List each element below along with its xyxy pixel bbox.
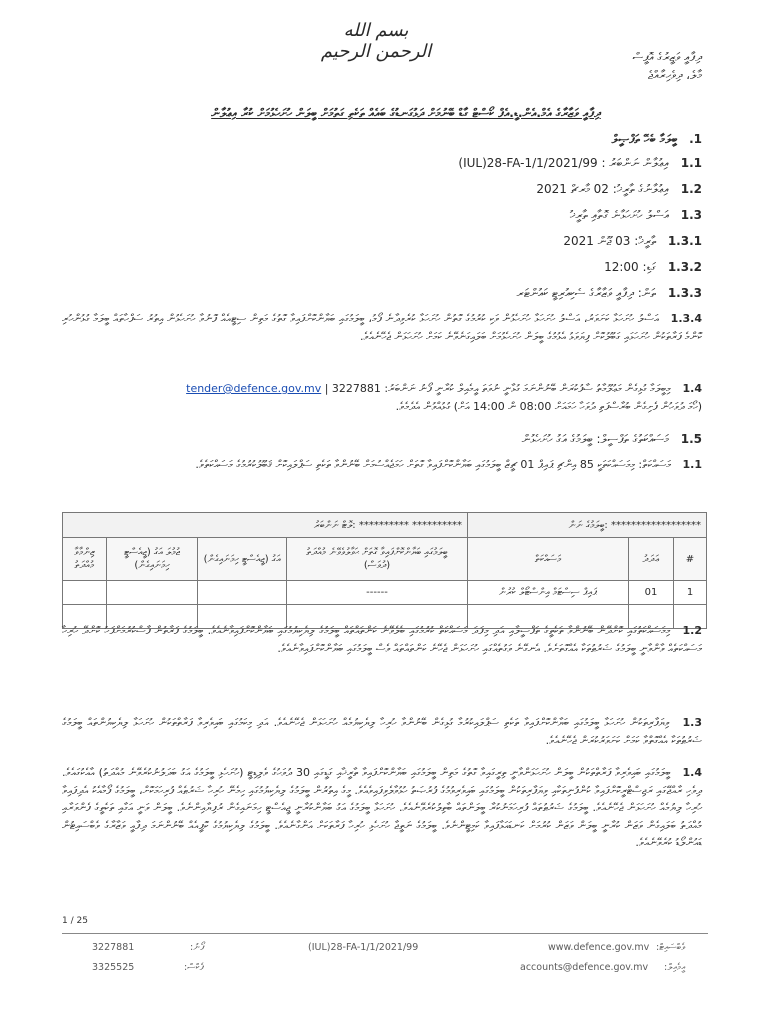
lot-number-placeholder: ********** ********** :ލޮޓް ނަންބަރު: [63, 513, 468, 538]
footer-website-label: ވެބްސައިޓް:: [656, 942, 686, 953]
column-header: އަގު (ޖީއެސްޓީ ހިމަނައިގެން): [198, 538, 287, 581]
bismillah-calligraphy: بسم الله الرحمن الرحيم: [320, 20, 432, 62]
document-title: ދިފާއީ ވަޒާރާގެ އެމް.އެން.ޑީ.އެފް ކޯސްޓް ގާޑް ބޭނުމަށް ދަޅުގަނޑުގެ ބައެއް ތަކެތި ގަތުމަށް ބީލަން ހުށަހެޅުމަށް ކުރާ އިޢުލާން: [211, 106, 601, 120]
section-1-3: 1.3 އަސްލު ހުށަހަޅާނެ ގޮތާއި ތާރީޚު: [569, 208, 702, 222]
announcement-number: (IUL)28-FA-1/1/2021/99: [458, 156, 598, 170]
org-name: ދިފާއީ ވަޒީރުގެ އޮފީސް: [632, 50, 702, 64]
footer-fax-label: ފެކްސް:: [184, 962, 204, 973]
tender-email-link[interactable]: tender@defence.gov.mv: [186, 382, 322, 395]
paragraph-1-2-after: 1.2 މިމަސައްކަތުގައި ކޮށްދޭން ބޭނުންވާ ތަކެތީގެ ތަފްސީލާއި އަދި މިފަދަ މަސައްކަތް ކުރުމުގައި ބެލެވޭނެ ކަންތައްތައް ބީލަމުގެ ލިޔެކިޔުމުގައި ބަޔާންކޮށްފައިވާނެއެވެ. ބީލަމުގެ ފަރާތުން ފާސްކުރުމަށްފަހު ކޮށްދޭ ހުރިހާ މަސައްކަތެއް ވާންވާނީ ބީލަމުގެ ޝަރުޠުތަކާ އެއްގޮތަށެވެ. އެނގޭނެ ވަގުތެއްގައި ހުށަހަޅަން ޖެހޭނެ ކަންތައްތައް ވެސް ބީލަމުގައި ބަޔާންކޮށްފައިވާނެއެވެ.: [62, 624, 702, 655]
paragraph-1-4-contact: 1.4 މިބީލަމާ ގުޅިގެން މަޢުލޫމާތު ސާފުކުރަން ބޭނުންނަމަ ގުޅާނީ ނުވަތަ އީމެއިލް ކުރާނީ ފޯނު ނަންބަރު: 3227881 | tender@defence.gov.mv (ހޯމަ ދުވަހުން ފެށިގެން ބުރާސްފަތި ދުވަހާ ހަމައަށް 08:00 ން 14:00 އަށް) ގުޅުއްވުން އެދެމެވެ.: [186, 382, 702, 413]
price-input-cell: [198, 581, 287, 605]
column-header: ޖުމުލަ އަގު (ޖީއެސްޓީ ހިމަނައިގެން): [107, 538, 198, 581]
footer-phone-label: ފޯނު:: [190, 942, 205, 953]
organization-header: [633, 48, 702, 84]
warranty-cell: [63, 581, 107, 605]
table-row: 1 01 ޕައިޕް ސިސްޓަމް އިންސްޓޯލް ކުރުން ------: [63, 581, 707, 605]
section-1-1: 1.1 އިޢުލާން ނަންބަރު : (IUL)28-FA-1/1/2021/99: [458, 156, 702, 170]
column-header: ޒިންމާވާ މުއްދަތު: [63, 538, 107, 581]
footer-phone: 3227881: [92, 942, 135, 953]
footer-reference: (IUL)28-FA-1/1/2021/99: [308, 942, 419, 953]
section-1-2: 1.2 އިޢުލާނުގެ ތާރީޚު: 02 މާރޗް 2021: [536, 182, 702, 196]
paragraph-1-4-after: 1.4 ބީލަމުގައި ބައިވެރިވާ ފަރާތްތަކުން ބީލަން ހުށަހަޅަންވާނީ ތިރީގައިވާ ގޮތުގެ މަތިން ބީލަމުގައި ބަޔާންކޮށްފައިވާ ތާރީޚާއި ގަޑީގައި 30 ދުވަހުގެ ވެލިޑިޓީ (ހުށަހެޅި ބީލަމުގެ އަގު ބަދަލުނުކުރެވޭނެ މުއްދަތު) އާއެކުގައެވެ. ދިވެހި ރާއްޖޭގައި ރަޖިސްޓްރީކޮށްފައިވާ ކުންފުނިތަކާއި ވިޔަފާރިތަކުން ބީލަމުގައި ބައިވެރިވުމުގެ ފުރުޞަތު ހުޅުވާލެވިފައިވެއެވެ. މީގެ އިތުރުން ބީލަމުގެ ލިޔެކިޔުމުގައި ހިމެނޭ ހުރިހާ ޝަރުޠެއް ފުރިހަމަކޮށް، ބީލަމުގެ ފޯމާއެކު އެދިފައިވާ ހުރިހާ ލިޔުމެއް ހުށަހަޅަން ޖެހޭނެއެވެ. ބީލަމުގެ ޝަރުޠުތައް ފުރިހަމަނުކުރާ ބީލަންތައް ބާތިލުކުރެވޭނެއެވެ. ހުށަހަޅާ ބީލަމުގެ އަގު ބަޔާންކުރާނީ ޖީއެސްޓީ ހިމަނައިގެން ރުފިޔާއިންނެވެ. ބީލަން ވަނީ އަގާއި ތަކެތީގެ ފެންވަރާއި މުއްދަތު ބަލައިގެން ވަޒަން ކުރާނީ ބީލަން ވަޒަން ކުރުމަށް ކަނޑައަޅާފައިވާ ކަމިޓީންނެވެ. ބީލަމުގެ ނަތީޖާ ހުށަހެޅި ހުރިހާ ފަރާތަކަށް އަންގާނެއެވެ. ބީލަމުގެ ލިޔެކިޔުމުގެ ކޮޕީއެއް ބޭނުންނަމަ ދިފާއީ ވަޒާރާގެ ވެބްސައިޓުން ޑައުންލޯޑު ކުރެވޭނެއެވެ.: [62, 766, 702, 849]
section-1-3-2: 1.3.2 ގަޑި: 12:00: [604, 260, 702, 274]
footer-email[interactable]: accounts@defence.gov.mv: [520, 962, 649, 973]
paragraph-1-3-after: 1.3 ވިޔަފާރިތަކުން ހުށަހަޅާ ބީލަމުގައި ބަޔާންކޮށްފައިވާ ތަކެތި ސަޕްލައިކުރުމާ ގުޅިގެން ބޭނުންވާ ހުރިހާ ލިޔެކިޔުމެއް ހުށަހަޅަން ޖެހޭނެއެވެ. އަދި މިކަމުގައި ބައިވެރިވާ ފަރާތްތަކުން ހުށަހަޅާ ލިޔެކިޔުންތައް ބީލަމުގެ ޝަރުޠުތަކާ އެއްގޮތްވާ ކަމަށް ކަށަވަރުކުރަން ޖެހޭނެއެވެ.: [62, 716, 702, 747]
footer-fax: 3325525: [92, 962, 135, 973]
paragraph-1-3-4: 1.3.4 އަސްލު ހުށަހަޅާ ކަށަވަރު، އަސްލު ހުށަހަޅާ ހުށަހެޅުން ވަކި ކުރުމުގެ ގޮތުން ހުށަހަޅާ ކުރެވިދާނެ ފޯމު، ބީލަމުގައި ބަޔާންކޮށްފައިވާ ގޮތުގެ މަތިން ސިޓީއެއް ފޮނުވާ ހުށަހެޅުން އިތުރު ސަފްހާތައް ބީލަމާ ގުޅުންހުރި ކޮންމެ ފަރާތަކުން ހުށަހަޅައި ގަބޫލުކޮށް ފިޔަވަޅު އެޅުމުގެ ބީލަން ހުށަހެޅުމަށް ބަލައިގަނެވޭނެ ކަމަށް ހުށަހަޅަން ޖެހޭނެއެވެ.: [62, 312, 702, 343]
footer-divider: [62, 933, 708, 934]
column-header: ޢަދަދު: [629, 538, 674, 581]
table-lot-header: [63, 513, 707, 538]
total-price-cell: [107, 581, 198, 605]
paragraph-work-description: 1.1 މަސައްކަތް: މިމަސައްކަތަކީ 85 އިންޗި ޕައިޕް 01 ޗީޒް ބީލަމުގައި ބަޔާންކޮށްފައިވާ ގޮތަށް ހަމަޖެއްސުމަށް ބޭނުންވާ ތަކެތި ސަޕްލައިކޮށް ޤަބޫލުކުރުމުގެ މަސައްކަތެވެ.: [195, 458, 702, 471]
column-header: ބީލަމުގައި ބަޔާންކޮށްފައިވާ ގޮތަށް ޙަވާލުވެވޭނެ މުއްދަތު (ދުވަސް): [287, 538, 468, 581]
footer-website[interactable]: www.defence.gov.mv: [548, 942, 650, 953]
column-header: މަސައްކަތް: [468, 538, 629, 581]
page-number: 1 / 25: [62, 916, 88, 926]
section-1-heading: 1. ބީލަމާ ބެހޭ ތަފްޞީލް: [611, 132, 702, 146]
org-location: މާލެ، ދިވެހިރާއްޖެ: [647, 68, 702, 82]
section-1-3-1: 1.3.1 ތާރީޚް: 03 ޖޫން 2021: [563, 234, 702, 248]
tender-name-placeholder: ****************** :ބީލަމުގެ ނަން: [468, 513, 707, 538]
table-column-headers: [63, 538, 707, 581]
tender-items-table: [62, 512, 707, 629]
column-header: #: [674, 538, 707, 581]
section-1-5: 1.5 މަސައްކަތުގެ ތަފްސީލް: ބީލަމުގެ އަގު ހުށަހެޅުން: [521, 432, 702, 446]
footer-email-label: އީމެއިލް:: [664, 962, 686, 973]
section-1-3-3: 1.3.3 ތަން: ދިފާއީ ވަޒާރާގެ ސެކިއުރިޓީ ކައުންޓަރ: [516, 286, 702, 300]
contact-phone: 3227881: [331, 382, 381, 395]
